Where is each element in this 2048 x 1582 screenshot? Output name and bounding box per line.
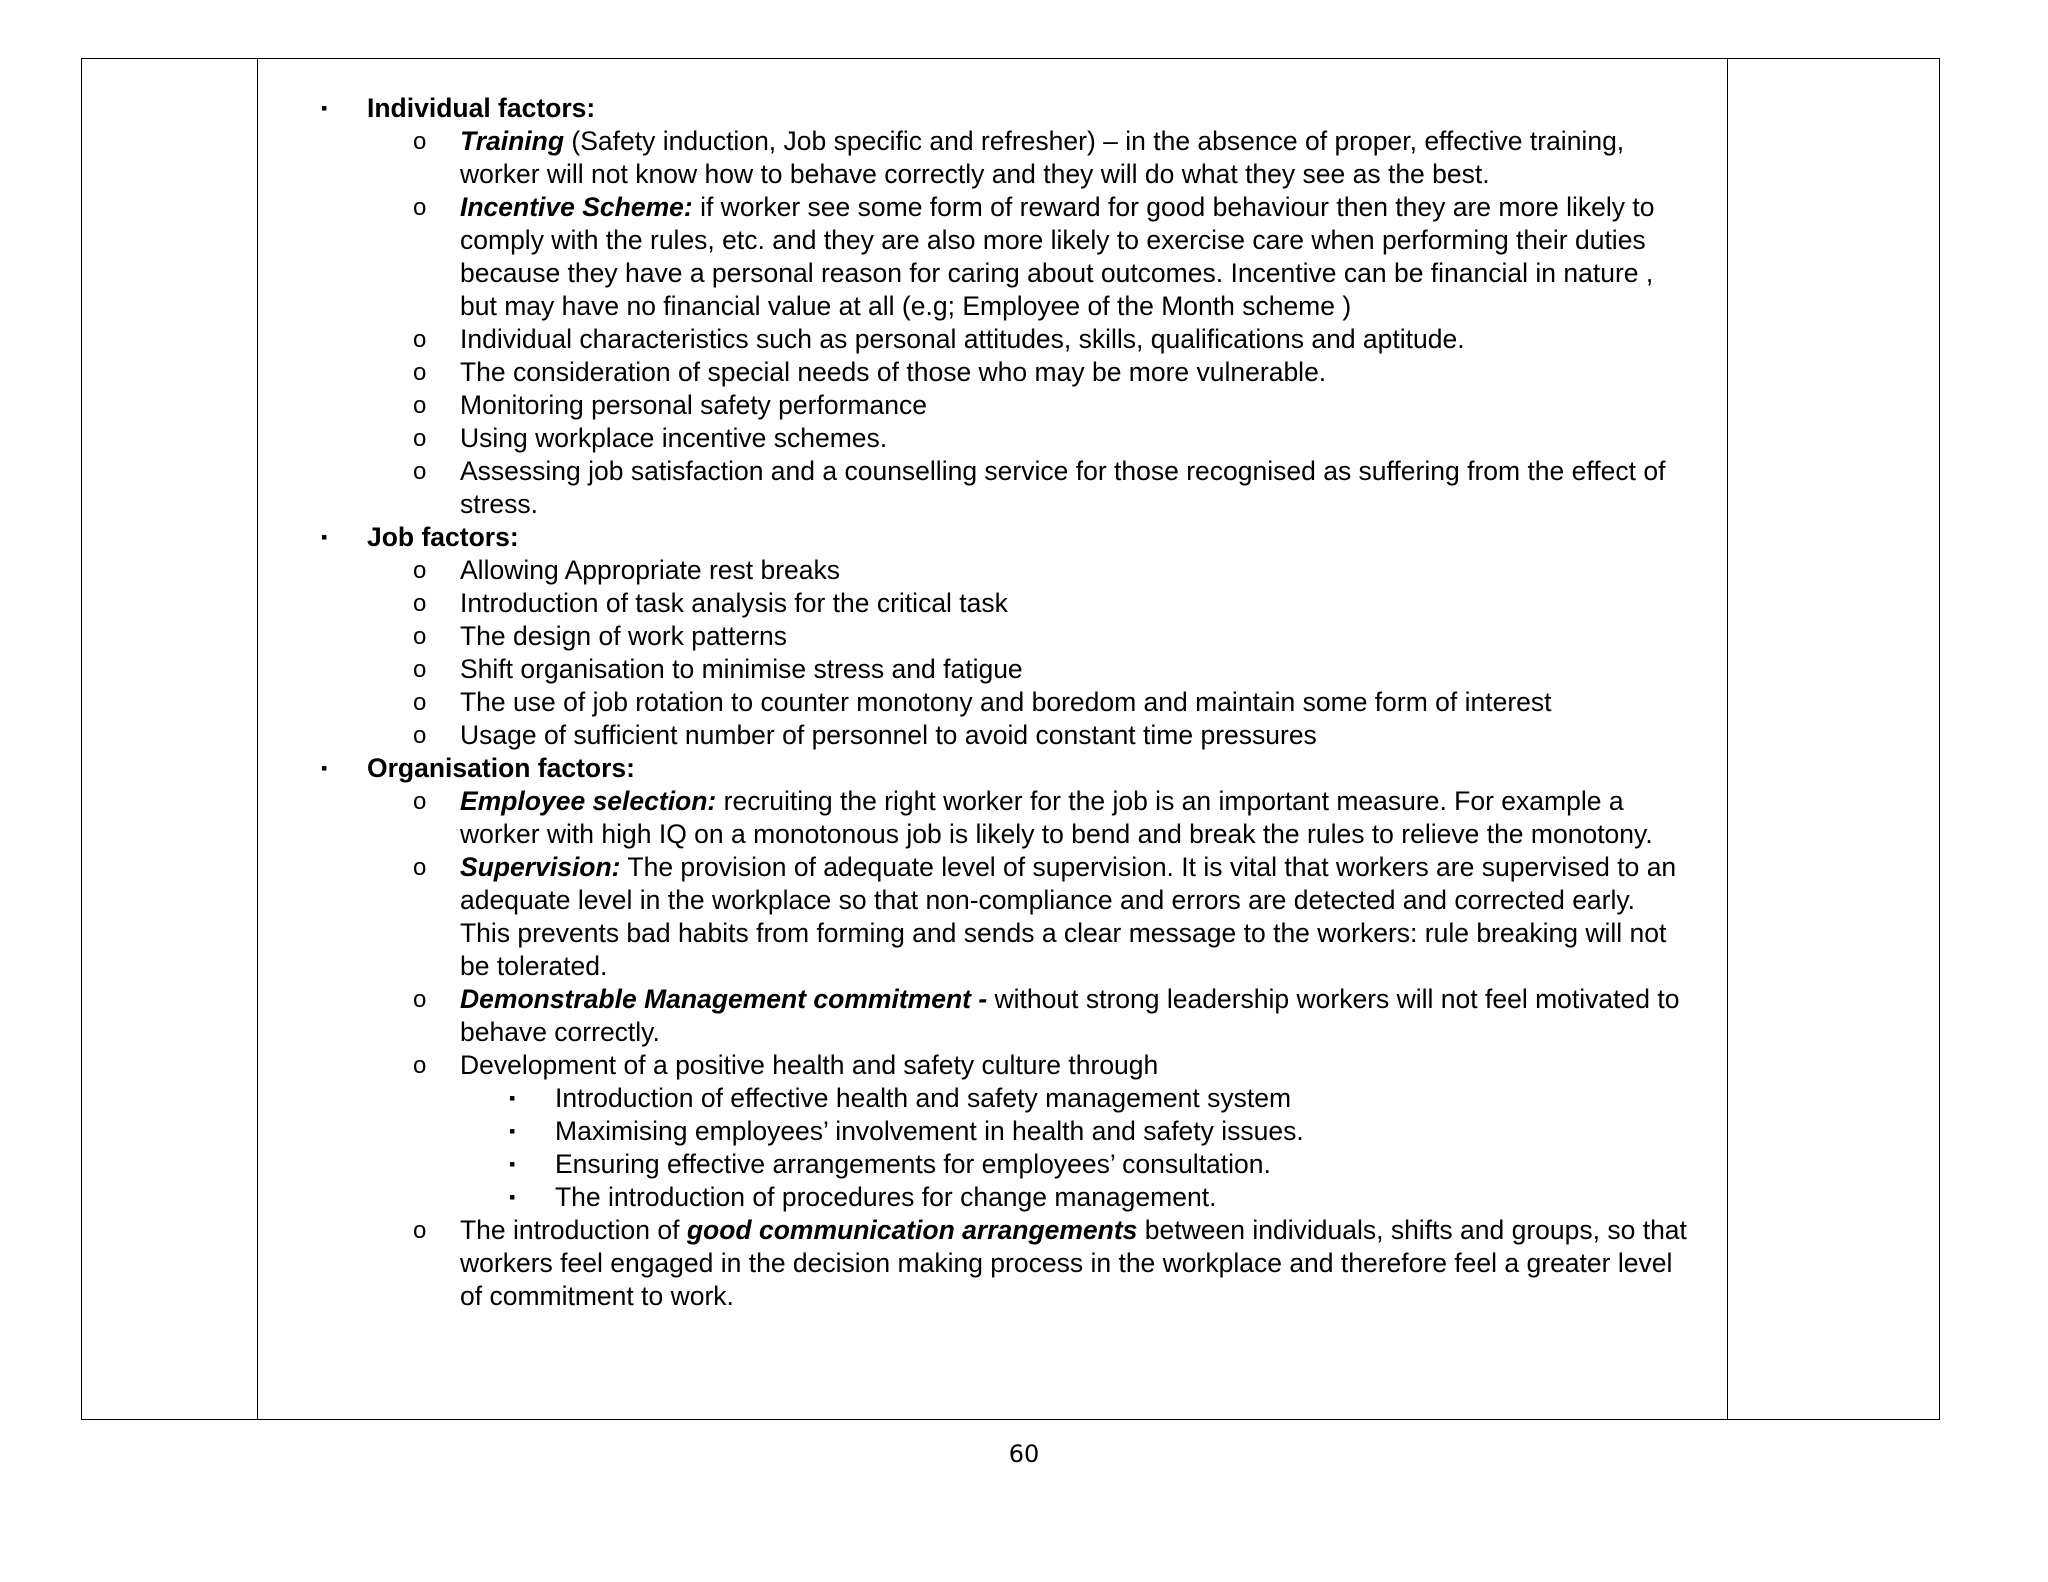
circle-bullet-icon: o: [413, 788, 427, 815]
circle-bullet-icon: o: [413, 359, 427, 386]
circle-bullet-icon: o: [413, 656, 427, 683]
item-text: Introduction of effective health and safety management system: [555, 1083, 1292, 1113]
circle-bullet-icon: o: [413, 590, 427, 617]
sub-list-item: [258, 1148, 1727, 1181]
item-text: Assessing job satisfaction and a counselling service for those recognised as suffering from the effect of stress.: [460, 456, 1666, 519]
circle-bullet-icon: o: [413, 128, 427, 155]
list-item: [258, 125, 1727, 191]
page-number: 60: [1008, 1440, 1040, 1468]
item-text: The introduction of: [460, 1215, 687, 1245]
circle-bullet-icon: o: [413, 326, 427, 353]
circle-bullet-icon: o: [413, 392, 427, 419]
table-right-column: [1727, 59, 1939, 1419]
circle-bullet-icon: o: [413, 1217, 427, 1244]
square-bullet-icon: ▪: [321, 527, 328, 547]
sub-list-item: [258, 1082, 1727, 1115]
list-item: [258, 455, 1727, 521]
item-text: The use of job rotation to counter monotony and boredom and maintain some form of interest: [460, 687, 1552, 717]
item-text: between individuals, shifts and groups, so that workers feel engaged in the decision making process in the workplace and therefore feel a greater level of commitment to work.: [460, 1215, 1687, 1311]
item-text: Using workplace incentive schemes.: [460, 423, 888, 453]
term-label: Supervision:: [460, 852, 621, 882]
list-item: [258, 554, 1727, 587]
table-left-column: [82, 59, 258, 1419]
square-bullet-icon: ▪: [509, 1154, 516, 1174]
item-text: Ensuring effective arrangements for employees’ consultation.: [555, 1149, 1271, 1179]
square-bullet-icon: ▪: [321, 758, 328, 778]
item-text: Development of a positive health and safety culture through: [460, 1050, 1159, 1080]
section-job-factors: [258, 521, 1727, 554]
circle-bullet-icon: o: [413, 425, 427, 452]
square-bullet-icon: ▪: [321, 98, 328, 118]
item-text: Introduction of task analysis for the critical task: [460, 588, 1008, 618]
term-label: good communication arrangements: [686, 1215, 1138, 1245]
list-item: [258, 587, 1727, 620]
section-heading: Individual factors:: [367, 93, 596, 123]
item-text: Individual characteristics such as personal attitudes, skills, qualifications and aptitude.: [460, 324, 1465, 354]
list-item: [258, 719, 1727, 752]
item-text: without strong leadership workers will not feel motivated to behave correctly.: [460, 984, 1680, 1047]
circle-bullet-icon: o: [413, 1052, 427, 1079]
section-individual-factors: [258, 92, 1727, 125]
list-item: [258, 785, 1727, 851]
item-text: The introduction of procedures for change management.: [555, 1182, 1217, 1212]
list-item: [258, 1214, 1727, 1313]
item-text: Usage of sufficient number of personnel to avoid constant time pressures: [460, 720, 1317, 750]
list-item: [258, 422, 1727, 455]
factors-list: [258, 92, 1727, 1313]
list-item: [258, 1049, 1727, 1082]
item-text: Shift organisation to minimise stress and fatigue: [460, 654, 1023, 684]
circle-bullet-icon: o: [413, 854, 427, 881]
square-bullet-icon: ▪: [509, 1187, 516, 1207]
square-bullet-icon: ▪: [509, 1088, 516, 1108]
term-label: Demonstrable Management commitment -: [460, 984, 995, 1014]
circle-bullet-icon: o: [413, 557, 427, 584]
list-item: [258, 620, 1727, 653]
item-text: (Safety induction, Job specific and refresher) – in the absence of proper, effective training, worker will not know how to behave correctly and they will do what they see as the best.: [460, 126, 1625, 189]
item-text: The consideration of special needs of those who may be more vulnerable.: [460, 357, 1327, 387]
circle-bullet-icon: o: [413, 689, 427, 716]
circle-bullet-icon: o: [413, 722, 427, 749]
circle-bullet-icon: o: [413, 458, 427, 485]
item-text: The design of work patterns: [460, 621, 788, 651]
item-text: Monitoring personal safety performance: [460, 390, 927, 420]
circle-bullet-icon: o: [413, 623, 427, 650]
list-item: [258, 983, 1727, 1049]
list-item: [258, 851, 1727, 983]
circle-bullet-icon: o: [413, 194, 427, 221]
section-organisation-factors: [258, 752, 1727, 785]
item-text: Maximising employees’ involvement in health and safety issues.: [555, 1116, 1304, 1146]
sub-list-item: [258, 1181, 1727, 1214]
item-text: The provision of adequate level of supervision. It is vital that workers are supervised to an adequate level in the workplace so that non-compliance and errors are detected and corrected early. This prevents bad habits from forming and sends a clear message to the workers: rule breaking will not be tolerated.: [460, 852, 1677, 981]
term-label: Incentive Scheme:: [460, 192, 693, 222]
table-main-column: [258, 59, 1727, 1419]
section-heading: Job factors:: [367, 522, 519, 552]
term-label: Training: [460, 126, 565, 156]
list-item: [258, 191, 1727, 323]
content-table: [81, 58, 1940, 1420]
term-label: Employee selection:: [460, 786, 717, 816]
item-text: recruiting the right worker for the job is an important measure. For example a worker with high IQ on a monotonous job is likely to bend and break the rules to relieve the monotony.: [460, 786, 1653, 849]
list-item: [258, 323, 1727, 356]
item-text: Allowing Appropriate rest breaks: [460, 555, 841, 585]
section-heading: Organisation factors:: [367, 753, 635, 783]
list-item: [258, 686, 1727, 719]
square-bullet-icon: ▪: [509, 1121, 516, 1141]
list-item: [258, 356, 1727, 389]
list-item: [258, 653, 1727, 686]
circle-bullet-icon: o: [413, 986, 427, 1013]
list-item: [258, 389, 1727, 422]
sub-list-item: [258, 1115, 1727, 1148]
item-text: if worker see some form of reward for good behaviour then they are more likely to comply with the rules, etc. and they are also more likely to exercise care when performing their duties because they have a personal reason for caring about outcomes. Incentive can be financial in nature , but may have no financial value at all (e.g; Employee of the Month scheme ): [460, 192, 1655, 321]
